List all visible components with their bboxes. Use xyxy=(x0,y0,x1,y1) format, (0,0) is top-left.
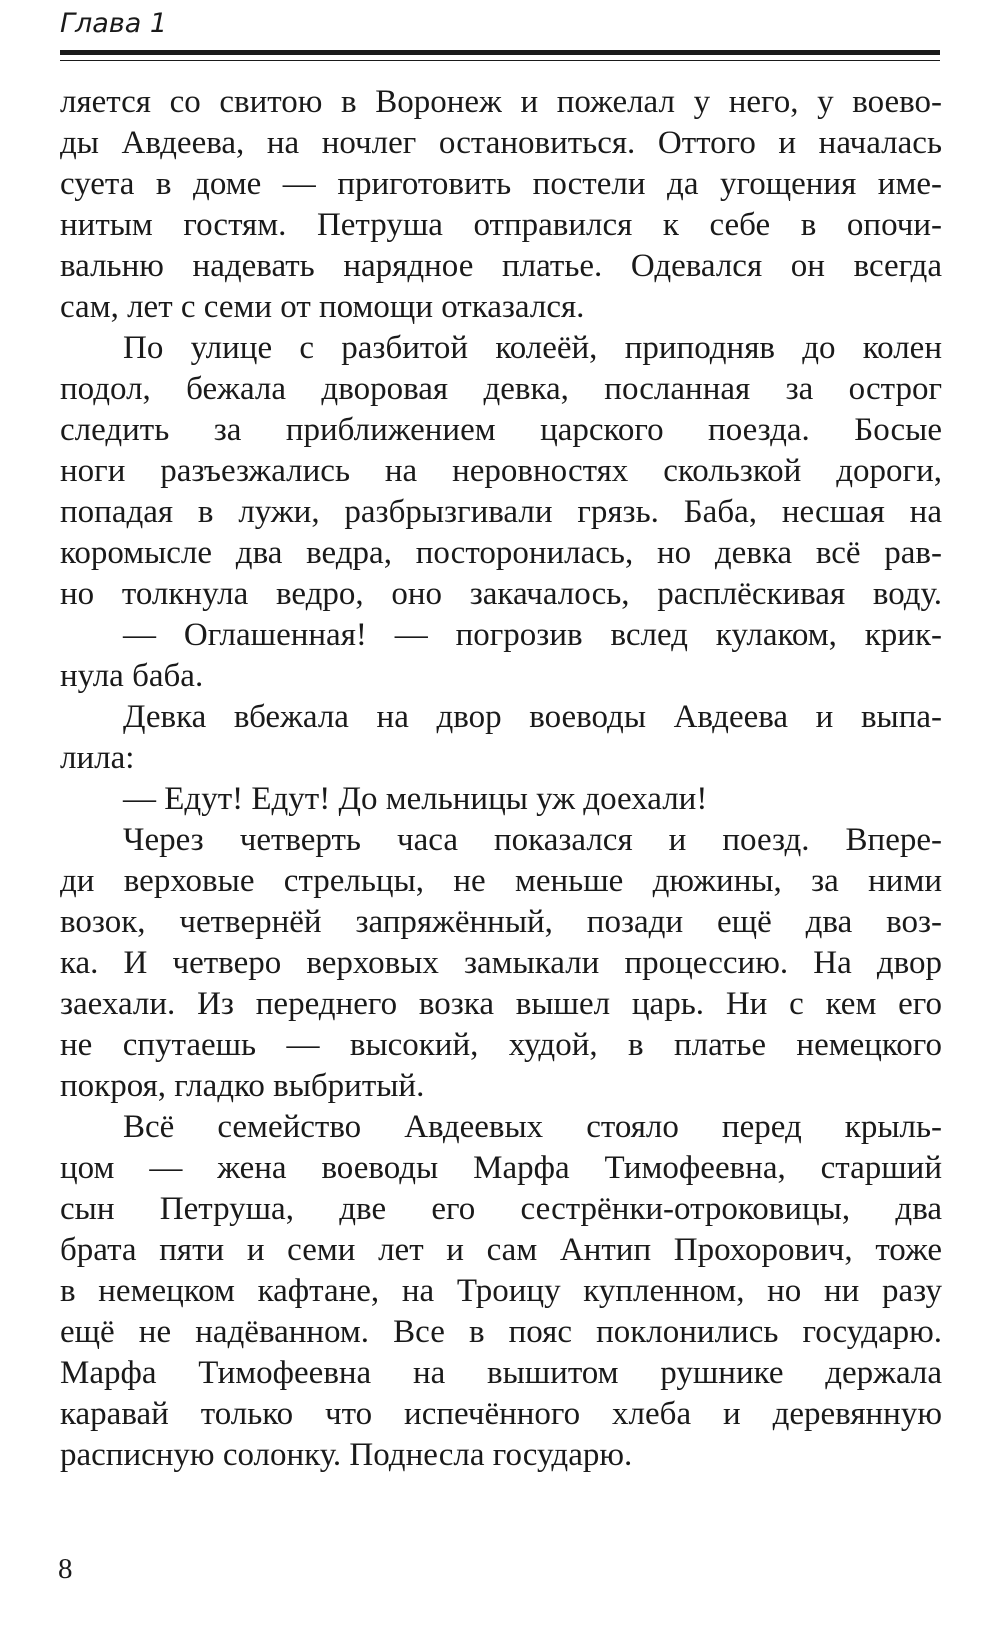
body-text xyxy=(60,82,942,1476)
text-line: коромысле два ведра, посторонилась, но девка всё рав- xyxy=(60,535,942,571)
text-line: но толкнула ведро, оно закачалось, расплёскивая воду. xyxy=(60,576,942,612)
text-line: каравай только что испечённого хлеба и деревянную xyxy=(60,1396,942,1432)
text-line: — Едут! Едут! До мельницы уж доехали! xyxy=(123,781,708,817)
running-head-chapter: Глава 1 xyxy=(60,8,168,39)
text-line: ляется со свитою в Воронеж и пожелал у него, у воево- xyxy=(60,84,942,120)
text-line: лила: xyxy=(60,740,135,776)
text-line: Через четверть часа показался и поезд. Впере- xyxy=(123,822,942,858)
text-line: Девка вбежала на двор воеводы Авдеева и выпа- xyxy=(123,699,942,735)
text-line: нула баба. xyxy=(60,658,204,694)
text-line: сын Петруша, две его сестрёнки-отроковицы, два xyxy=(60,1191,942,1227)
header-rule-thin xyxy=(60,60,940,61)
text-line: суета в доме — приготовить постели да угощения име- xyxy=(60,166,942,202)
text-line: подол, бежала дворовая девка, посланная за острог xyxy=(60,371,942,407)
text-line: нитым гостям. Петруша отправился к себе в опочи- xyxy=(60,207,942,243)
text-line: заехали. Из переднего возка вышел царь. Ни с кем его xyxy=(60,986,942,1022)
text-line: сам, лет с семи от помощи отказался. xyxy=(60,289,585,325)
page-number: 8 xyxy=(58,1553,73,1585)
text-line: вальню надевать нарядное платье. Одевался он всегда xyxy=(60,248,942,284)
text-line: брата пяти и семи лет и сам Антип Прохорович, тоже xyxy=(60,1232,942,1268)
text-line: следить за приближением царского поезда. Босые xyxy=(60,412,942,448)
text-line: попадая в лужи, разбрызгивали грязь. Баба, несшая на xyxy=(60,494,942,530)
text-line: Марфа Тимофеевна на вышитом рушнике держала xyxy=(60,1355,942,1391)
text-line: — Оглашенная! — погрозив вслед кулаком, крик- xyxy=(123,617,942,653)
text-line: Всё семейство Авдеевых стояло перед крыль- xyxy=(123,1109,942,1145)
text-line: ка. И четверо верховых замыкали процессию. На двор xyxy=(60,945,942,981)
text-line: возок, четвернёй запряжённый, позади ещё два воз- xyxy=(60,904,942,940)
text-line: ди верховые стрельцы, не меньше дюжины, за ними xyxy=(60,863,942,899)
text-line: покроя, гладко выбритый. xyxy=(60,1068,425,1104)
text-line: ещё не надёванном. Все в пояс поклонились государю. xyxy=(60,1314,942,1350)
header-rule-thick xyxy=(60,50,940,55)
text-line: ды Авдеева, на ночлег остановиться. Оттого и началась xyxy=(60,125,942,161)
text-line: расписную солонку. Поднесла государю. xyxy=(60,1437,633,1473)
text-line: не спутаешь — высокий, худой, в платье немецкого xyxy=(60,1027,942,1063)
text-line: цом — жена воеводы Марфа Тимофеевна, старший xyxy=(60,1150,942,1186)
text-line: По улице с разбитой колеёй, приподняв до колен xyxy=(123,330,942,366)
text-line: ноги разъезжались на неровностях скользкой дороги, xyxy=(60,453,942,489)
text-line: в немецком кафтане, на Троицу купленном, но ни разу xyxy=(60,1273,942,1309)
